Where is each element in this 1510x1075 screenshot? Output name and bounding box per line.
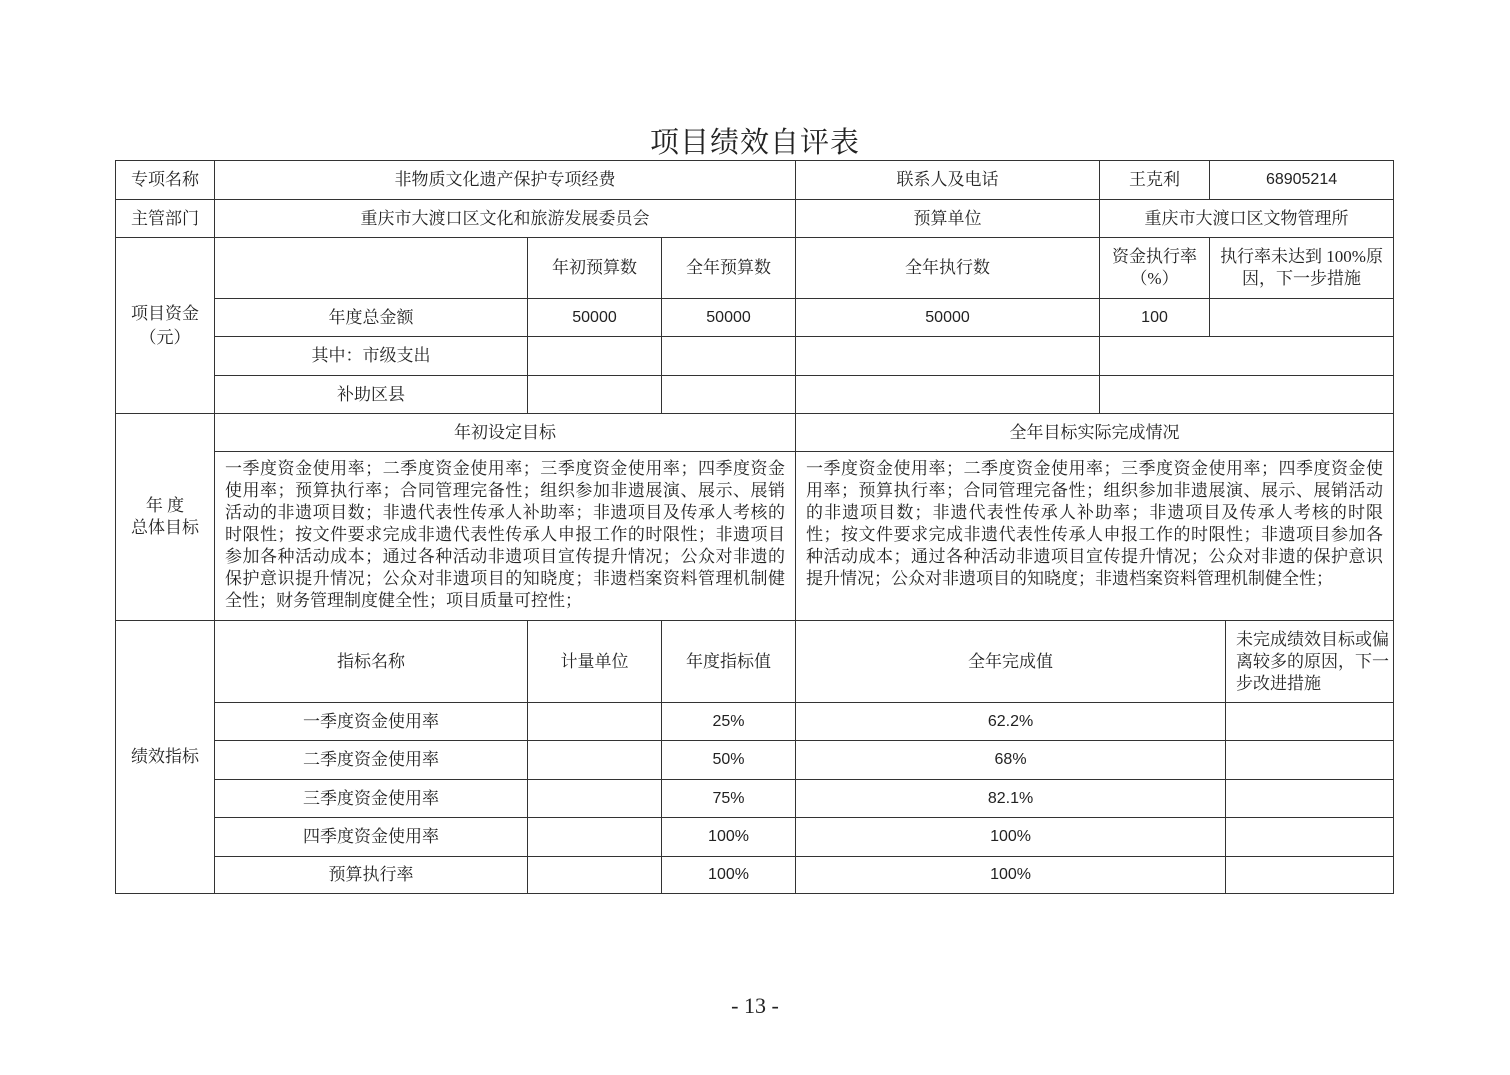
funds-row-initial	[528, 376, 662, 414]
indicator-target: 75%	[662, 780, 796, 818]
funds-row-reason	[1210, 299, 1394, 337]
col-actual: 全年完成值	[796, 621, 1226, 703]
funds-row-exec	[796, 376, 1100, 414]
col-target: 年度指标值	[662, 621, 796, 703]
contact-phone: 68905214	[1210, 161, 1394, 200]
indicator-target: 50%	[662, 741, 796, 780]
page-title: 项目绩效自评表	[649, 127, 860, 159]
funds-row-exec: 50000	[796, 299, 1100, 337]
funds-row-name: 其中：市级支出	[215, 337, 528, 376]
col-rate-reason: 执行率未达到 100%原因，下一步措施	[1210, 238, 1394, 299]
goals-actual-text: 一季度资金使用率；二季度资金使用率；三季度资金使用率；四季度资金使用率；预算执行率；合同管理完备性；组织参加非遗展演、展示、展销活动的非遗项目数；非遗代表性传承人补助率；非遗项目及传承人考核的时限性；按文件要求完成非遗代表性传承人申报工作的时限性；非遗项目参加各种活动成本；通过各种活动非遗项目宣传提升情况；公众对非遗的保护意识提升情况；公众对非遗项目的知晓度；非遗档案资料管理机制健全性；	[796, 452, 1394, 621]
performance-table	[115, 160, 1394, 894]
col-unit: 计量单位	[528, 621, 662, 703]
funds-row-rate	[1100, 376, 1394, 414]
col-indicator-name: 指标名称	[215, 621, 528, 703]
indicator-row	[116, 818, 1394, 857]
funds-row-name: 年度总金额	[215, 299, 528, 337]
indicator-name: 四季度资金使用率	[215, 818, 528, 857]
indicator-row	[116, 780, 1394, 818]
indicator-target: 100%	[662, 857, 796, 894]
col-annual-budget: 全年预算数	[662, 238, 796, 299]
funds-row-initial	[528, 337, 662, 376]
funds-row-annual: 50000	[662, 299, 796, 337]
indicator-unit	[528, 857, 662, 894]
col-deviation-reason: 未完成绩效目标或偏离较多的原因，下一步改进措施	[1226, 621, 1394, 703]
funds-row	[116, 299, 1394, 337]
indicator-actual: 100%	[796, 857, 1226, 894]
funds-row-rate	[1100, 337, 1394, 376]
indicators-label: 绩效指标	[116, 621, 215, 894]
indicator-unit	[528, 741, 662, 780]
indicator-name: 二季度资金使用率	[215, 741, 528, 780]
indicator-unit	[528, 703, 662, 741]
indicator-name: 一季度资金使用率	[215, 703, 528, 741]
goals-label: 年 度 总体目标	[116, 414, 215, 621]
indicator-reason	[1226, 818, 1394, 857]
funds-row-rate: 100	[1100, 299, 1210, 337]
indicator-name: 三季度资金使用率	[215, 780, 528, 818]
indicator-actual: 100%	[796, 818, 1226, 857]
indicator-unit	[528, 818, 662, 857]
indicator-reason	[1226, 857, 1394, 894]
indicator-actual: 62.2%	[796, 703, 1226, 741]
funds-row-exec	[796, 337, 1100, 376]
funds-blank-header	[215, 238, 528, 299]
funds-row-annual	[662, 376, 796, 414]
indicator-target: 100%	[662, 818, 796, 857]
indicator-target: 25%	[662, 703, 796, 741]
dept-label: 主管部门	[116, 200, 215, 238]
indicator-reason	[1226, 780, 1394, 818]
goals-set-header: 年初设定目标	[215, 414, 796, 452]
indicator-row	[116, 703, 1394, 741]
project-value: 非物质文化遗产保护专项经费	[215, 161, 796, 200]
goals-actual-header: 全年目标实际完成情况	[796, 414, 1394, 452]
indicator-name: 预算执行率	[215, 857, 528, 894]
col-annual-exec: 全年执行数	[796, 238, 1100, 299]
funds-row	[116, 337, 1394, 376]
indicator-row	[116, 857, 1394, 894]
funds-row-initial: 50000	[528, 299, 662, 337]
project-label: 专项名称	[116, 161, 215, 200]
indicator-row	[116, 741, 1394, 780]
funds-label: 项目资金（元）	[116, 238, 215, 414]
col-initial-budget: 年初预算数	[528, 238, 662, 299]
contact-name: 王克利	[1100, 161, 1210, 200]
dept-value: 重庆市大渡口区文化和旅游发展委员会	[215, 200, 796, 238]
indicator-reason	[1226, 703, 1394, 741]
indicator-reason	[1226, 741, 1394, 780]
budget-unit-label: 预算单位	[796, 200, 1100, 238]
funds-row-name: 补助区县	[215, 376, 528, 414]
indicator-actual: 82.1%	[796, 780, 1226, 818]
col-exec-rate: 资金执行率（%）	[1100, 238, 1210, 299]
funds-row-annual	[662, 337, 796, 376]
indicator-actual: 68%	[796, 741, 1226, 780]
budget-unit-value: 重庆市大渡口区文物管理所	[1100, 200, 1394, 238]
goals-set-text: 一季度资金使用率；二季度资金使用率；三季度资金使用率；四季度资金使用率；预算执行率；合同管理完备性；组织参加非遗展演、展示、展销活动的非遗项目数；非遗代表性传承人补助率；非遗项目及传承人考核的时限性；按文件要求完成非遗代表性传承人申报工作的时限性；非遗项目参加各种活动成本；通过各种活动非遗项目宣传提升情况；公众对非遗的保护意识提升情况；公众对非遗项目的知晓度；非遗档案资料管理机制健全性；财务管理制度健全性；项目质量可控性；	[215, 452, 796, 621]
page-number: - 13 -	[731, 993, 779, 1018]
funds-row	[116, 376, 1394, 414]
contact-label: 联系人及电话	[796, 161, 1100, 200]
indicator-unit	[528, 780, 662, 818]
